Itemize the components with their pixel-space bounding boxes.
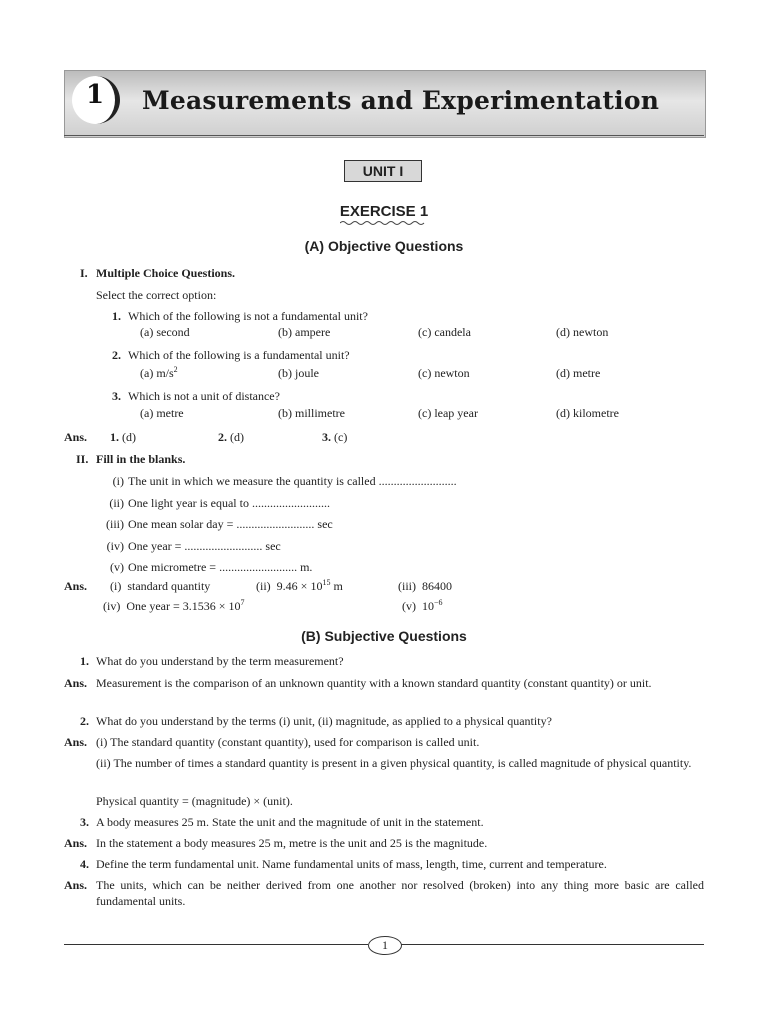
exercise-underline — [340, 220, 428, 226]
blank-answer: (ii) $9.46 \times 10^{15}$ m — [256, 578, 343, 593]
answer-text: Measurement is the comparison of an unknown quantity with a known standard quantity (constant quantity) or unit. — [96, 676, 652, 690]
banner-divider — [64, 135, 704, 136]
blank-text: One light year is equal to .......................... — [128, 496, 330, 510]
option: (c) candela — [418, 325, 471, 339]
blank-number: (i) — [112, 474, 124, 488]
option: (d) kilometre — [556, 406, 619, 420]
answer-label: Ans. — [64, 676, 88, 690]
question-number: 1. — [80, 654, 89, 668]
question-text: Which of the following is a fundamental unit? — [128, 348, 350, 362]
section-a-title: (A) Objective Questions — [304, 238, 464, 254]
question-text: Which is not a unit of distance? — [128, 389, 280, 403]
option: (b) millimetre — [278, 406, 345, 420]
option: (c) newton — [418, 366, 470, 380]
question-number: 4. — [80, 857, 89, 871]
blanks-label: II. — [76, 452, 89, 466]
blank-number: (v) — [110, 560, 124, 574]
mcq-answer: 3. (c) — [322, 430, 348, 444]
question-text: What do you understand by the terms (i) unit, (ii) magnitude, as applied to a physical quantity? — [96, 714, 552, 728]
question-number: 2. — [112, 348, 121, 362]
option: (a) $m/s^2$ — [140, 365, 178, 380]
answer-label: Ans. — [64, 836, 88, 850]
footer-rule-left — [64, 944, 368, 945]
answer-label: Ans. — [64, 430, 88, 444]
blank-text: One mean solar day = .......................... sec — [128, 517, 333, 531]
mcq-answer: 1. (d) — [110, 430, 136, 444]
answer-text: The units, which can be neither derived from one another nor resolved (broken) into any thing more basic are called fundamental units. — [96, 878, 704, 908]
chapter-title: Measurements and Experimentation — [142, 86, 660, 115]
answer-text: In the statement a body measures 25 m, metre is the unit and 25 is the magnitude. — [96, 836, 488, 850]
answer-label: Ans. — [64, 878, 88, 892]
question-text: What do you understand by the term measurement? — [96, 654, 344, 668]
option: (a) second — [140, 325, 190, 339]
option: (b) ampere — [278, 325, 331, 339]
mcq-instruction: Select the correct option: — [96, 288, 217, 302]
answer-text: (ii) The number of times a standard quantity is present in a given physical quantity, is called magnitude of physical quantity. — [96, 756, 692, 770]
option: (d) newton — [556, 325, 609, 339]
mcq-label: I. — [80, 266, 88, 280]
chapter-number: 1 — [85, 80, 105, 110]
page-number: 1 — [368, 936, 402, 955]
question-text: Define the term fundamental unit. Name fundamental units of mass, length, time, current and temperature. — [96, 857, 607, 871]
question-text: Which of the following is not a fundamental unit? — [128, 309, 368, 323]
answer-label: Ans. — [64, 579, 88, 593]
option: (c) leap year — [418, 406, 478, 420]
mcq-answer: 2. (d) — [218, 430, 244, 444]
question-number: 3. — [112, 389, 121, 403]
question-number: 2. — [80, 714, 89, 728]
option: (d) metre — [556, 366, 601, 380]
blank-number: (ii) — [109, 496, 124, 510]
footer-rule-right — [400, 944, 704, 945]
blank-number: (iv) — [106, 539, 124, 553]
blank-text: One micrometre = .......................... m. — [128, 560, 313, 574]
question-number: 3. — [80, 815, 89, 829]
question-number: 1. — [112, 309, 121, 323]
mcq-heading: Multiple Choice Questions. — [96, 266, 236, 280]
blank-answer: (iv) One year = $3.1536 \times 10^7$ — [103, 598, 245, 613]
blanks-heading: Fill in the blanks. — [96, 452, 186, 466]
blank-answer: (iii) 86400 — [398, 579, 452, 593]
blank-text: The unit in which we measure the quantity is called .......................... — [128, 474, 457, 488]
exercise-heading: EXERCISE 1 — [339, 203, 429, 220]
option: (a) metre — [140, 406, 184, 420]
question-text: A body measures 25 m. State the unit and the magnitude of unit in the statement. — [96, 815, 484, 829]
answer-label: Ans. — [64, 735, 88, 749]
formula: Physical quantity = (magnitude) × (unit). — [96, 794, 293, 808]
unit-label: UNIT I — [344, 160, 422, 182]
option: (b) joule — [278, 366, 319, 380]
blank-answer: (v) $10^{-6}$ — [402, 598, 443, 613]
answer-text: (i) The standard quantity (constant quantity), used for comparison is called unit. — [96, 735, 480, 749]
blank-answer: (i) standard quantity — [110, 579, 211, 593]
section-b-title: (B) Subjective Questions — [301, 628, 467, 644]
blank-number: (iii) — [106, 517, 124, 531]
blank-text: One year = .......................... sec — [128, 539, 281, 553]
